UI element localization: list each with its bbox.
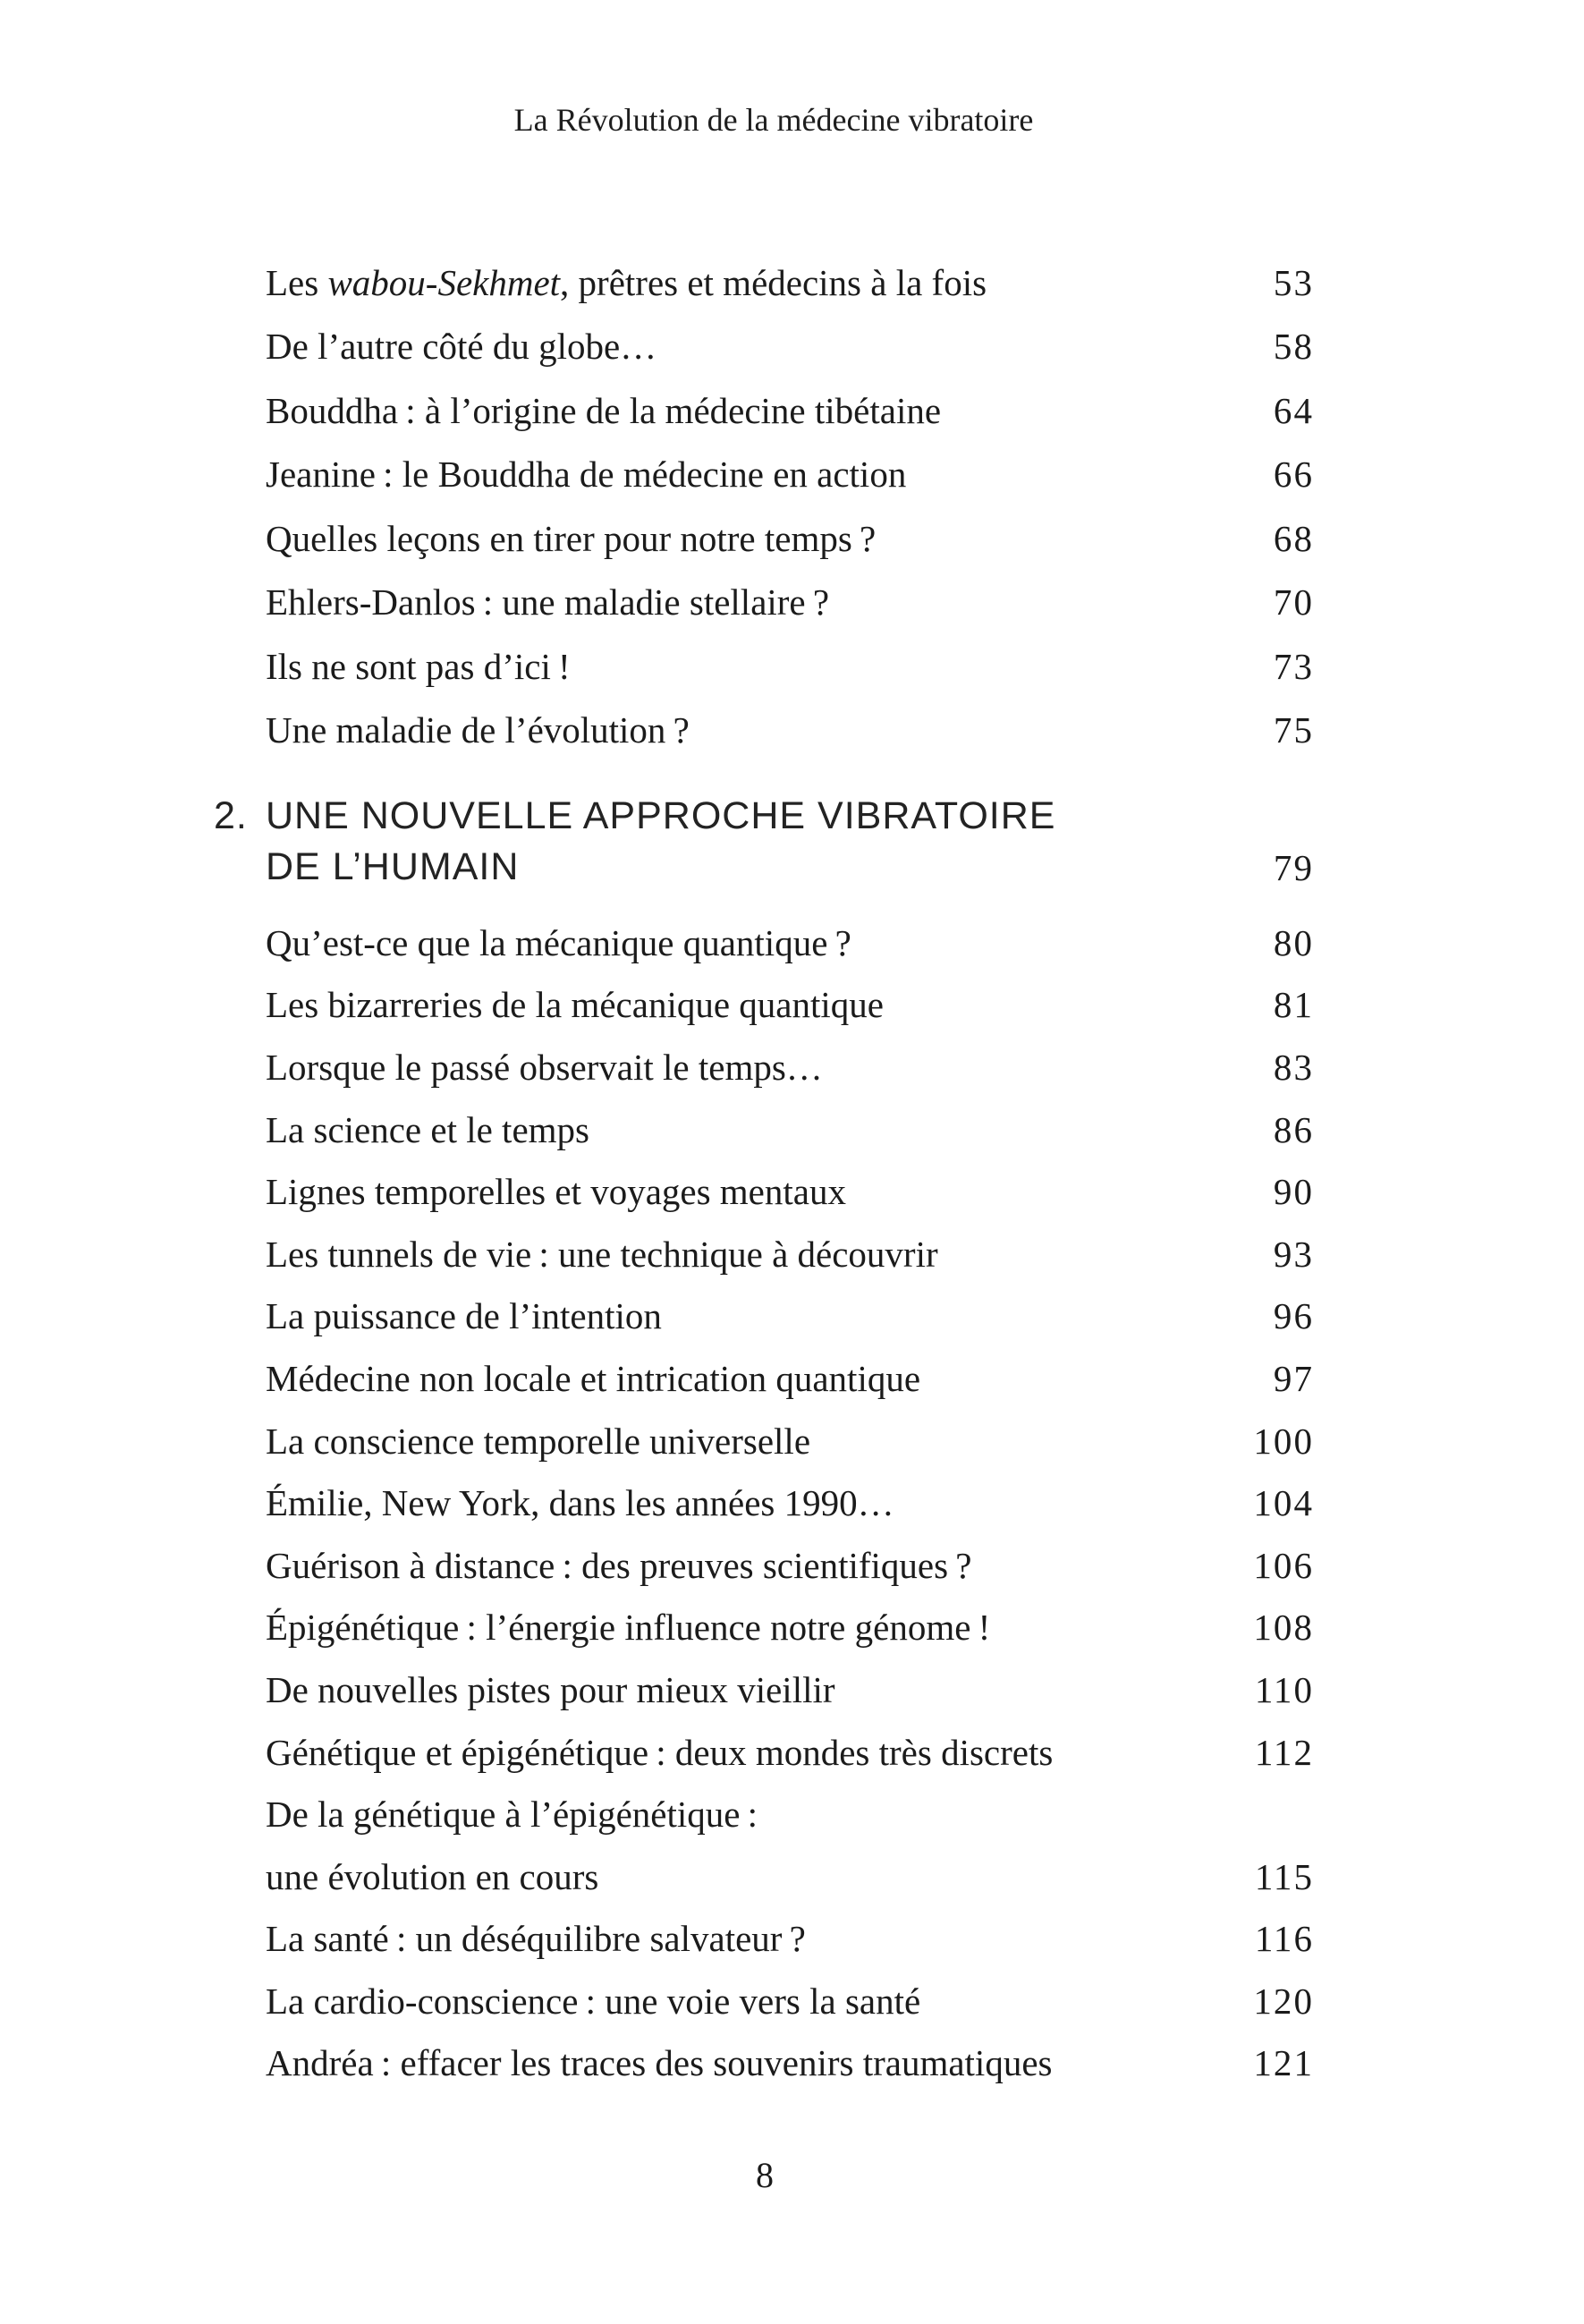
entry-title xyxy=(266,325,656,368)
toc-part2 xyxy=(266,912,1314,2094)
entry-title-italic-segment: wabou-Sekhmet xyxy=(327,261,561,303)
entry-title-segment: De la génétique à l’épigénétique : xyxy=(266,1794,758,1836)
entry-page-number: 68 xyxy=(1273,517,1314,559)
entry-title xyxy=(266,1420,810,1463)
entry-title xyxy=(266,708,690,751)
entry-title xyxy=(266,389,941,432)
entry-page-number: 115 xyxy=(1254,1855,1314,1897)
toc-row xyxy=(266,250,1314,315)
entry-title-segment: La puissance de l’intention xyxy=(266,1295,662,1337)
entry-page-number: 83 xyxy=(1273,1046,1314,1088)
entry-page-number: 64 xyxy=(1273,389,1314,431)
toc-row xyxy=(266,315,1314,379)
entry-title-segment: De l’autre côté du globe… xyxy=(266,326,657,368)
section-number: 2. xyxy=(214,794,248,837)
toc-row xyxy=(266,2032,1314,2095)
entry-title xyxy=(266,921,851,964)
entry-page-number: 108 xyxy=(1253,1607,1314,1649)
entry-title-segment: , prêtres et médecins à la fois xyxy=(560,261,987,303)
entry-page-number: 100 xyxy=(1253,1420,1314,1462)
entry-page-number: 116 xyxy=(1254,1918,1314,1960)
toc-row xyxy=(266,443,1314,507)
entry-title-segment: De nouvelles pistes pour mieux vieillir xyxy=(266,1668,835,1710)
entry-title xyxy=(266,1793,758,1836)
entry-page-number: 97 xyxy=(1273,1357,1314,1399)
entry-page-number: 121 xyxy=(1253,2042,1314,2084)
entry-title xyxy=(266,453,906,496)
section-heading xyxy=(214,791,1314,893)
entry-page-number: 93 xyxy=(1273,1233,1314,1275)
entry-title-segment: Qu’est-ce que la mécanique quantique ? xyxy=(266,921,851,963)
toc-row xyxy=(266,1160,1314,1223)
entry-page-number: 58 xyxy=(1273,326,1314,368)
running-header: La Révolution de la médecine vibratoire xyxy=(513,102,1034,138)
entry-title xyxy=(266,983,884,1026)
entry-title-segment: Épigénétique : l’énergie influence notre génome ! xyxy=(266,1607,991,1649)
toc-row xyxy=(266,1347,1314,1410)
entry-title-segment: Guérison à distance : des preuves scientifiques ? xyxy=(266,1544,972,1586)
entry-title xyxy=(266,1481,894,1524)
entry-page-number: 81 xyxy=(1273,984,1314,1026)
toc-row xyxy=(266,1472,1314,1534)
toc-row xyxy=(266,1534,1314,1597)
entry-title xyxy=(266,517,876,560)
toc-row xyxy=(266,378,1314,443)
entry-page-number: 112 xyxy=(1254,1731,1314,1773)
toc-row xyxy=(266,1783,1314,1845)
section-heading-line2 xyxy=(266,842,1314,893)
entry-title xyxy=(266,1980,920,2023)
toc-row xyxy=(266,1098,1314,1161)
entry-page-number: 90 xyxy=(1273,1171,1314,1213)
toc-row xyxy=(266,1410,1314,1472)
toc-row xyxy=(266,1908,1314,1971)
entry-title-segment: Andréa : effacer les traces des souvenirs traumatiques xyxy=(266,2042,1053,2084)
toc-row xyxy=(266,634,1314,699)
toc-row xyxy=(266,699,1314,763)
entry-page-number: 53 xyxy=(1273,261,1314,303)
entry-title xyxy=(266,1357,920,1400)
toc-row xyxy=(266,912,1314,974)
toc-row xyxy=(266,1970,1314,2032)
section-title-line1: UNE NOUVELLE APPROCHE VIBRATOIRE xyxy=(266,794,1056,837)
toc-row xyxy=(266,1036,1314,1098)
entry-page-number: 110 xyxy=(1254,1668,1314,1710)
entry-title-segment: Génétique et épigénétique : deux mondes très discrets xyxy=(266,1731,1054,1773)
entry-title-segment: Jeanine : le Bouddha de médecine en action xyxy=(266,454,907,496)
section-page-number: 79 xyxy=(1273,846,1314,888)
entry-title xyxy=(266,1046,823,1089)
entry-title-segment: Lorsque le passé observait le temps… xyxy=(266,1046,823,1088)
entry-title xyxy=(266,1108,589,1151)
entry-title-segment: Bouddha : à l’origine de la médecine tibétaine xyxy=(266,389,942,431)
toc-part1 xyxy=(266,250,1314,762)
entry-title-segment: La conscience temporelle universelle xyxy=(266,1420,811,1462)
entry-page-number: 120 xyxy=(1253,1980,1314,2022)
entry-title-segment: La cardio-conscience : une voie vers la santé xyxy=(266,1980,921,2022)
entry-page-number: 80 xyxy=(1273,921,1314,963)
toc-row xyxy=(266,974,1314,1037)
entry-title-segment: Médecine non locale et intrication quantique xyxy=(266,1357,921,1399)
entry-title xyxy=(266,1668,835,1711)
entry-title xyxy=(266,1233,938,1276)
entry-title-segment: Quelles leçons en tirer pour notre temps ? xyxy=(266,517,877,559)
section-title-line2: DE L’HUMAIN xyxy=(266,845,520,888)
entry-page-number: 66 xyxy=(1273,454,1314,496)
entry-title-segment: Émilie, New York, dans les années 1990… xyxy=(266,1482,894,1524)
entry-page-number: 73 xyxy=(1273,645,1314,687)
entry-title-segment: La science et le temps xyxy=(266,1108,589,1150)
entry-title-segment: Les xyxy=(266,261,328,303)
entry-title-segment: Les bizarreries de la mécanique quantique xyxy=(266,984,884,1026)
entry-page-number: 75 xyxy=(1273,709,1314,751)
toc-row xyxy=(266,1845,1314,1908)
entry-page-number: 70 xyxy=(1273,581,1314,623)
entry-page-number: 106 xyxy=(1253,1544,1314,1586)
entry-title xyxy=(266,645,571,688)
entry-title xyxy=(266,1731,1053,1774)
toc-row xyxy=(266,571,1314,635)
entry-page-number: 86 xyxy=(1273,1108,1314,1150)
entry-page-number: 104 xyxy=(1253,1482,1314,1524)
entry-title-segment: La santé : un déséquilibre salvateur ? xyxy=(266,1918,806,1960)
entry-title xyxy=(266,1606,990,1649)
entry-title xyxy=(266,1544,971,1587)
toc-row xyxy=(266,1658,1314,1721)
footer-page-number: 8 xyxy=(756,2155,774,2195)
table-of-contents xyxy=(214,250,1314,2094)
entry-title xyxy=(266,1170,846,1213)
entry-title-segment: Lignes temporelles et voyages mentaux xyxy=(266,1171,846,1213)
entry-title xyxy=(266,581,829,623)
entry-title-segment: Une maladie de l’évolution ? xyxy=(266,709,690,751)
entry-title xyxy=(266,1294,662,1337)
entry-title xyxy=(266,1855,598,1898)
entry-title xyxy=(266,1917,806,1960)
entry-title-segment: Ils ne sont pas d’ici ! xyxy=(266,645,571,687)
entry-title-segment: une évolution en cours xyxy=(266,1855,599,1897)
entry-page-number: 96 xyxy=(1273,1295,1314,1337)
toc-row xyxy=(266,1721,1314,1784)
toc-row xyxy=(266,506,1314,571)
entry-title-segment: Ehlers-Danlos : une maladie stellaire ? xyxy=(266,581,830,623)
entry-title-segment: Les tunnels de vie : une technique à découvrir xyxy=(266,1233,938,1275)
toc-row xyxy=(266,1223,1314,1285)
toc-row xyxy=(266,1597,1314,1659)
entry-title xyxy=(266,2041,1052,2084)
toc-row xyxy=(266,1285,1314,1348)
section-heading-line1 xyxy=(214,791,1314,842)
entry-title xyxy=(266,261,987,304)
